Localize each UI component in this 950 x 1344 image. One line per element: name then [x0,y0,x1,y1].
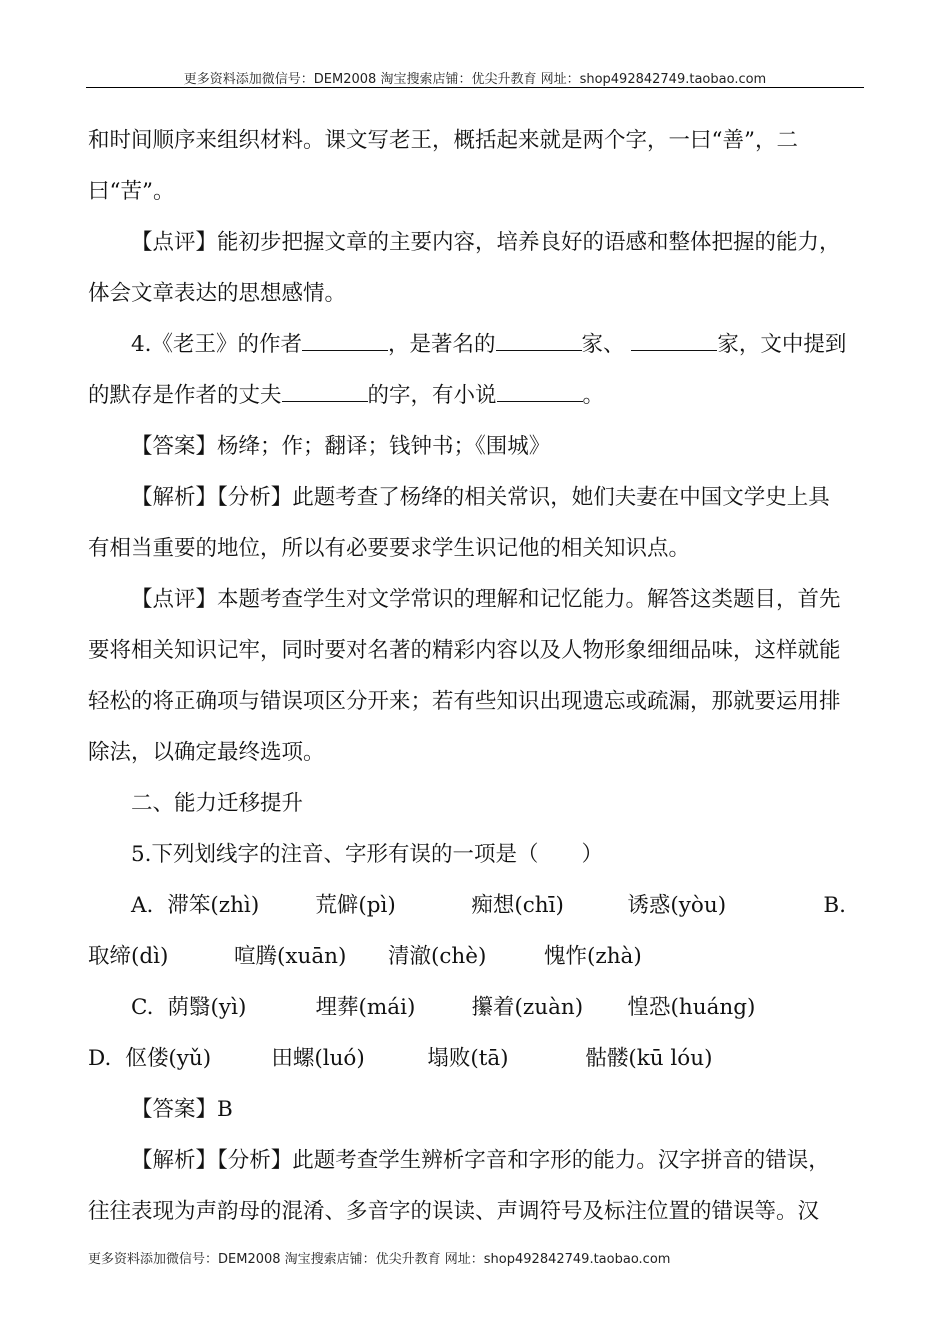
option-b-item-4: 愧怍(zhà) [544,944,642,969]
q4-blank-3 [631,331,717,351]
q4-blank-1 [302,331,388,351]
option-b-item-3: 清澈(chè) [388,944,487,969]
q4-blank-2 [496,331,582,351]
option-c-item-1: 荫翳(yì) [167,995,247,1020]
q5-answer: 【答案】B [131,1097,233,1122]
q4-blank-4 [282,382,368,402]
q4-text-e: 的字，有小说 [367,383,497,408]
q4-blank-5 [497,382,583,402]
section-heading: 二、能力迁移提升 [131,791,304,816]
option-b-item-2: 喧腾(xuān) [234,944,347,969]
q4-answer: 【答案】杨绛；作；翻译；钱钟书；《围城》 [131,434,551,459]
q4-analysis: 【解析】【分析】此题考查了杨绛的相关常识，她们夫妻在中国文学史上具有相当重要的地位，所以有必要要求学生识记他的相关知识点。 [88,485,830,561]
q4-text-c: 家、 [581,332,625,357]
option-d-item-2: 田螺(luó) [271,1046,365,1071]
option-b-label: B. [823,893,847,918]
question-4 [88,319,848,421]
option-a-line [88,880,848,931]
option-a-item-3: 痴想(chī) [471,893,564,918]
option-b-line [88,931,848,982]
q4-text-d: 家，文中提到的默存是作者的丈夫 [88,332,847,408]
q4-text-b: ，是著名的 [388,332,496,357]
question-5: 5.下列划线字的注音、字形有误的一项是（ ） [131,842,604,867]
page-header: 更多资料添加微信号：DEM2008 淘宝搜索店铺：优尖升教育 网址：shop492842749.taobao.com [183,72,767,87]
header-divider [86,87,864,88]
option-d-item-3: 塌败(tā) [427,1046,509,1071]
option-a-item-4: 诱惑(yòu) [627,893,727,918]
page-footer: 更多资料添加微信号：DEM2008 淘宝搜索店铺：优尖升教育 网址：shop492842749.taobao.com [88,1252,671,1267]
option-d-label: D. [88,1046,112,1071]
option-c-item-4: 惶恐(huáng) [627,995,756,1020]
option-d-item-4: 骷髅(kū lóu) [585,1046,713,1071]
paragraph-continuation: 和时间顺序来组织材料。课文写老王，概括起来就是两个字，一曰“善”，二曰“苦”。 [88,128,798,204]
option-c-item-3: 攥着(zuàn) [471,995,584,1020]
comment-paragraph: 【点评】能初步把握文章的主要内容，培养良好的语感和整体把握的能力，体会文章表达的思想感情。 [88,230,841,306]
option-c-line [88,982,848,1033]
option-a-item-1: 滞笨(zhì) [167,893,260,918]
option-a-label: A. [131,893,154,918]
q4-comment: 【点评】本题考查学生对文学常识的理解和记忆能力。解答这类题目，首先要将相关知识记牢，同时要对名著的精彩内容以及人物形象细细品味，这样就能轻松的将正确项与错误项区分开来；若有些知识出现遗忘或疏漏，那就要运用排除法，以确定最终选项。 [88,587,841,765]
option-d-item-1: 伛偻(yǔ) [125,1046,212,1071]
option-b-item-1: 取缔(dì) [88,944,169,969]
q5-analysis: 【解析】【分析】此题考查学生辨析字音和字形的能力。汉字拼音的错误，往往表现为声韵母的混淆、多音字的误读、声调符号及标注位置的错误等。汉 [88,1148,830,1224]
option-a-item-2: 荒僻(pì) [315,893,396,918]
q4-text-f: 。 [582,383,605,408]
document-body [88,115,848,1237]
option-d-line [88,1033,848,1084]
q4-text-a: 4.《老王》的作者 [131,332,303,357]
option-c-label: C. [131,995,154,1020]
option-c-item-2: 埋葬(mái) [315,995,416,1020]
